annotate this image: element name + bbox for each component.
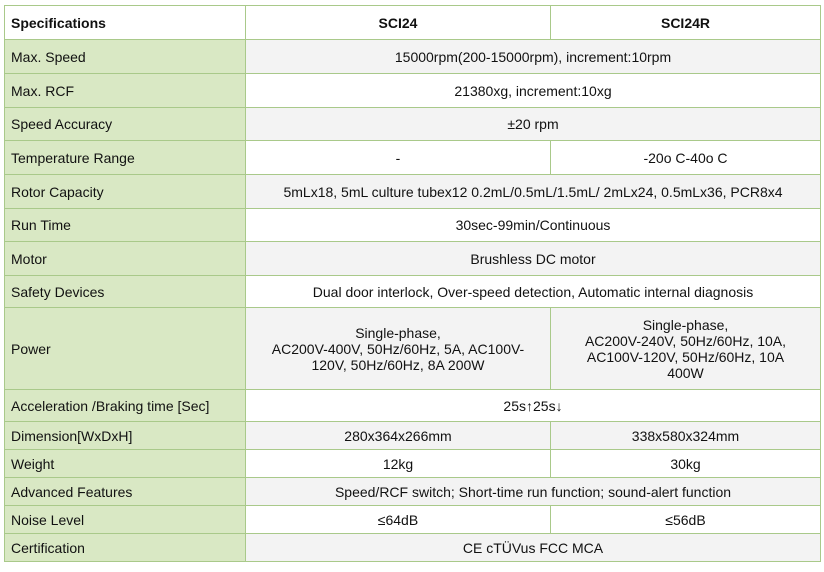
row-motor (5, 242, 821, 276)
label-max-rcf: Max. RCF (5, 74, 246, 108)
row-weight (5, 450, 821, 478)
value-advanced-features: Speed/RCF switch; Short-time run function; sound-alert function (246, 478, 821, 506)
label-rotor-capacity: Rotor Capacity (5, 175, 246, 209)
power-sci24r-line-4: 400W (667, 364, 704, 381)
label-certification: Certification (5, 534, 246, 562)
value-noise-sci24r: ≤56dB (551, 506, 821, 534)
label-max-speed: Max. Speed (5, 40, 246, 74)
row-dimension (5, 422, 821, 450)
label-dimension: Dimension[WxDxH] (5, 422, 246, 450)
row-certification (5, 534, 821, 562)
row-rotor-capacity (5, 175, 821, 209)
row-max-speed (5, 40, 821, 74)
label-speed-accuracy: Speed Accuracy (5, 108, 246, 141)
power-sci24r-line-1: Single-phase, (642, 316, 729, 333)
header-sci24r: SCI24R (551, 6, 821, 40)
header-row (5, 6, 821, 40)
value-temperature-sci24r: -20o C-40o C (551, 141, 821, 175)
row-temperature-range (5, 141, 821, 175)
power-sci24-line-2: AC200V-400V, 50Hz/60Hz, 5A, AC100V- (271, 340, 525, 357)
value-temperature-sci24: - (246, 141, 551, 175)
value-run-time: 30sec-99min/Continuous (246, 209, 821, 242)
row-speed-accuracy (5, 108, 821, 141)
row-noise-level (5, 506, 821, 534)
power-sci24r-line-2: AC200V-240V, 50Hz/60Hz, 10A, (584, 332, 787, 349)
value-weight-sci24r: 30kg (551, 450, 821, 478)
label-advanced-features: Advanced Features (5, 478, 246, 506)
value-acceleration: 25s↑25s↓ (246, 390, 821, 422)
label-noise-level: Noise Level (5, 506, 246, 534)
value-max-speed: 15000rpm(200-15000rpm), increment:10rpm (246, 40, 821, 74)
specifications-table (4, 5, 821, 562)
value-dimension-sci24: 280x364x266mm (246, 422, 551, 450)
label-acceleration: Acceleration /Braking time [Sec] (5, 390, 246, 422)
row-advanced-features (5, 478, 821, 506)
header-sci24: SCI24 (246, 6, 551, 40)
row-max-rcf (5, 74, 821, 108)
value-rotor-capacity: 5mLx18, 5mL culture tubex12 0.2mL/0.5mL/1.5mL/ 2mLx24, 0.5mLx36, PCR8x4 (246, 175, 821, 209)
label-temperature-range: Temperature Range (5, 141, 246, 175)
value-motor: Brushless DC motor (246, 242, 821, 276)
value-speed-accuracy: ±20 rpm (246, 108, 821, 141)
row-acceleration (5, 390, 821, 422)
row-safety-devices (5, 276, 821, 308)
header-specifications: Specifications (5, 6, 246, 40)
row-power (5, 308, 821, 390)
value-certification: CE cTÜVus FCC MCA (246, 534, 821, 562)
power-sci24r-line-3: AC100V-120V, 50Hz/60Hz, 10A (586, 348, 785, 365)
value-power-sci24r (551, 308, 821, 390)
label-weight: Weight (5, 450, 246, 478)
value-power-sci24 (246, 308, 551, 390)
label-power: Power (5, 308, 246, 390)
value-dimension-sci24r: 338x580x324mm (551, 422, 821, 450)
row-run-time (5, 209, 821, 242)
label-motor: Motor (5, 242, 246, 276)
power-sci24-line-1: Single-phase, (355, 324, 441, 341)
power-sci24-line-3: 120V, 50Hz/60Hz, 8A 200W (311, 356, 485, 373)
value-max-rcf: 21380xg, increment:10xg (246, 74, 821, 108)
value-safety-devices: Dual door interlock, Over-speed detection, Automatic internal diagnosis (246, 276, 821, 308)
label-run-time: Run Time (5, 209, 246, 242)
value-weight-sci24: 12kg (246, 450, 551, 478)
value-noise-sci24: ≤64dB (246, 506, 551, 534)
label-safety-devices: Safety Devices (5, 276, 246, 308)
